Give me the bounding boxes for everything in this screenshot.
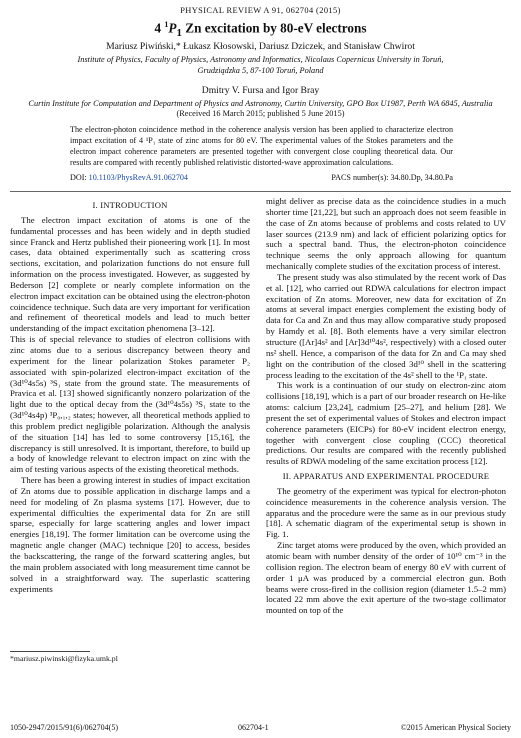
paragraph: The geometry of the experiment was typical for electron-photon coincidence measurements in the coherence analysis version. The apparatus and the procedure were the same as in our previous study [18]. A schematic diagram of the experimental setup is shown in Fig. 1. — [266, 485, 506, 540]
pacs-numbers: PACS number(s): 34.80.Dp, 34.80.Pa — [331, 173, 453, 182]
header-divider — [10, 191, 511, 192]
doi-label: DOI: — [70, 173, 87, 182]
right-column — [266, 196, 506, 616]
affiliation-2: Curtin Institute for Computation and Department of Physics and Astronomy, Curtin University, GPO Box U1987, Perth WA 6845, Australia — [28, 99, 493, 108]
footnote-divider — [10, 651, 90, 652]
footnote-email: *mariusz.piwinski@fizyka.umk.pl — [10, 654, 118, 663]
journal-header: PHYSICAL REVIEW A 91, 062704 (2015) — [180, 6, 341, 15]
paragraph: There has been a growing interest in studies of impact excitation of Zn atoms due to possible application in discharge lamps and a need for modeling of Zn plasma systems [17]. However, due to experimental difficulties the experimental data for Zn are still sparse, especially for large scattering angles and lower impact energies [18,19]. The former limitation can be overcome using the magnetic angle changer (MAC) technique [20] to access, besides the backscattering, the range of the forward scattering angles, but the main problem associated with long measurement time cannot be solved in a straightforward way. The superlastic scattering experiments — [10, 475, 250, 594]
section-heading-apparatus: II. APPARATUS AND EXPERIMENTAL PROCEDURE — [282, 471, 490, 482]
authors-group-1: Mariusz Piwiński,* Łukasz Kłosowski, Dariusz Dziczek, and Stanisław Chwirot — [106, 41, 415, 52]
page-number: 062704-1 — [238, 723, 269, 732]
paragraph: Zinc target atoms were produced by the oven, which provided an atomic beam with number density of the order of 10¹⁰ cm⁻³ in the collision region. The electron beam of energy 80 eV with current of order 1 μA was produced by a commercial electron gun. Both beams were cross-fired in the collision region (diameter 1.5–2 mm) located 22 mm above the exit aperture of the two-stage collimator mounted on top of the — [266, 540, 506, 616]
section-heading-introduction: I. INTRODUCTION — [92, 200, 168, 210]
received-dates: (Received 16 March 2015; published 5 June 2015) — [176, 109, 345, 118]
doi-link[interactable]: 10.1103/PhysRevA.91.062704 — [88, 173, 188, 182]
left-column — [10, 196, 250, 594]
abstract: The electron-photon coincidence method in the coherence analysis version has been applied to characterize electron impact excitation of 4 ¹P₁ state of zinc atoms for 80 eV. The experimental values of the Stokes parameters and the electron impact coherence parameters are presented together with convergent close coupling theoretical data. Our results are compared with recently published relativistic distorted-wave approximation calculations. — [70, 125, 453, 167]
footer-copyright: ©2015 American Physical Society — [400, 723, 511, 732]
paragraph: The present study was also stimulated by the recent work of Das et al. [12], who carried out RDWA calculations for electron impact excitation of Zn atoms. Moreover, new data for excitation of Zn atoms at several impact energies complement the existing body of data for Ca and Zn and thus may allow comparative study proposed by Hamdy et al. [8]. Both elements have a very similar electron structure ([Ar]4s² and [Ar]3d¹⁰4s², respectively) with a closed outer ns² shell. Hence, a comparison of the data for Zn and Ca may shed light on the contribution of the closed 3d¹⁰ shell in the scattering process leading to the excitation of the 4s² shell to the ¹P₁ state. — [266, 271, 506, 380]
footer-issn: 1050-2947/2015/91(6)/062704(5) — [10, 723, 118, 732]
paper-title: 4 $^1P_1$ Zn excitation by 80-eV electrons — [154, 20, 367, 40]
doi-line — [70, 173, 188, 182]
paragraph: The electron impact excitation of atoms is one of the fundamental processes and has been widely and in depth studied since Franck and Hertz published their pioneering work [1]. In most cases, data obtained experimentally such as scattering cross sections, excitation, and polarization functions do not ensure full information on the process investigated. However, as suggested by Bederson [2] complete or nearly complete information on the electron impact excitation can be obtained using the electron-photon coincidence technique. Such data are very important for verification and refinement of theoretical models and lead to much better understanding of the impact excitation phenomena [3–12]. — [10, 214, 250, 334]
paragraph: This work is a continuation of our study on electron-zinc atom collisions [18,19], which is a part of our broader research on He-like atoms: calcium [23,24], cadmium [25–27], and helium [28]. We present the set of experimental values of Stokes and electron impact coherence parameters (EICPs) for 80-eV incident electron energy, together with convergent close coupling (CCC) theoretical predictions. Our results are compared with the recently published results of RDWA modeling of the same excitation process [12]. — [266, 380, 506, 467]
authors-group-2: Dmitry V. Fursa and Igor Bray — [201, 85, 320, 96]
paragraph: This is of special relevance to studies of electron collisions with zinc atoms due to a serious discrepancy between theory and experiment for the linear polarization Stokes parameter P₂ associated with spin-polarized electron-impact excitation of the (3d¹⁰4s5s) ³S₁ state from the ground state. The measurements of Pravica et al. [13] showed significantly nonzero polarization of the light due to the optical decay from the (3d¹⁰4s5s) ³S₁ state to the (3d¹⁰4s4p) ³P₀,₁,₂ states; however, all theoretical methods applied to this problem predict negligible polarization. Although the analysis of the situation [14] has led to some controversy [15,16], the discrepancy is still unresolved. It is important, therefore, to build up a body of knowledge relevant to electron impact on zinc with the aim of testing various aspects of the existing theoretical methods. — [10, 334, 250, 475]
paragraph: might deliver as precise data as the coincidence studies in a much shorter time [21,22], but such an approach does not seem feasible in the case of Zn atoms because of problems and costs related to UV laser sources (213.9 nm) and lack of efficient polarizing optics for such a spectral band. Thus, the electron-photon coincidence technique seems the only approach allowing for quantum mechanically complete studies of the excitation process of interest. — [266, 196, 506, 272]
affiliation-1: Institute of Physics, Faculty of Physics, Astronomy and Informatics, Nicolaus Copernicus University in Toruń, Grudziądzka 5, 87-100 Toruń, Poland — [77, 55, 444, 75]
